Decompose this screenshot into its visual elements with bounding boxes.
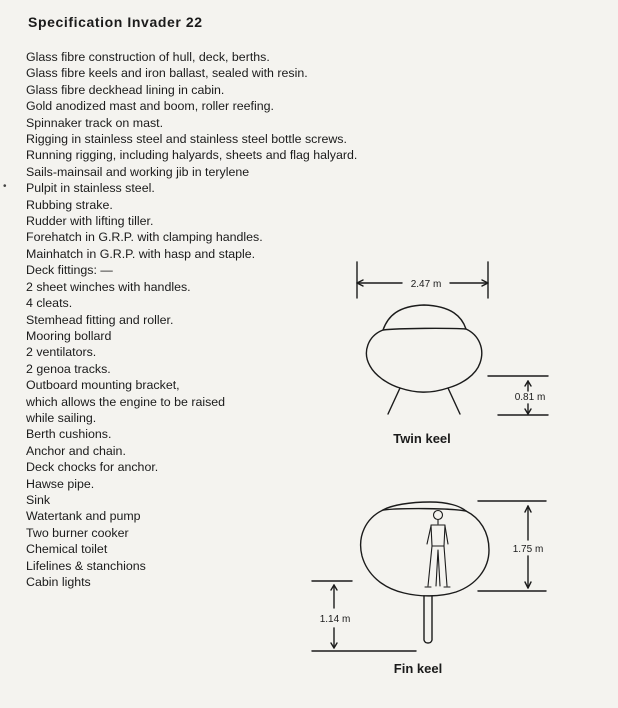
twin-keel-hull — [366, 305, 481, 392]
spec-item: Forehatch in G.R.P. with clamping handles. — [26, 230, 263, 245]
spec-item: Lifelines & stanchions — [26, 558, 146, 573]
spec-item: Deck fittings: — — [26, 263, 113, 278]
fin-keel-fin — [424, 596, 432, 643]
spec-item: 2 ventilators. — [26, 345, 97, 360]
spec-item: Sink — [26, 492, 51, 507]
spec-item: Pulpit in stainless steel. — [26, 181, 155, 196]
twin-draft-label: 0.81 m — [514, 392, 546, 403]
spec-item: Anchor and chain. — [26, 443, 126, 458]
spec-item: 2 sheet winches with handles. — [26, 279, 191, 294]
twin-keel-label: Twin keel — [393, 431, 451, 446]
spec-item: Mooring bollard — [26, 328, 112, 343]
page-title: Specification Invader 22 — [28, 14, 203, 30]
twin-keel-cabin-line — [383, 328, 466, 330]
spec-item: 2 genoa tracks. — [26, 361, 111, 376]
spec-item: Rigging in stainless steel and stainless steel bottle screws. — [26, 132, 347, 147]
spec-item: Deck chocks for anchor. — [26, 460, 159, 475]
person-figure — [425, 511, 450, 588]
fin-keel-diagram — [312, 501, 546, 651]
fin-keel-cabin-line — [383, 509, 466, 511]
spec-item: which allows the engine to be raised — [26, 394, 226, 409]
spec-item: Gold anodized mast and boom, roller reefing. — [26, 99, 274, 114]
spec-item: Rubbing strake. — [26, 197, 113, 212]
spec-item: Spinnaker track on mast. — [26, 115, 164, 130]
spec-item: Rudder with lifting tiller. — [26, 214, 154, 229]
spec-item: Outboard mounting bracket, — [26, 378, 180, 393]
spec-item: Stemhead fitting and roller. — [26, 312, 174, 327]
spec-item: 4 cleats. — [26, 296, 73, 311]
spec-item: Sails-mainsail and working jib in terylene — [26, 164, 250, 179]
fin-draft-label: 1.14 m — [319, 614, 351, 625]
spec-item: Cabin lights — [26, 575, 91, 589]
twin-keel-port-keel — [388, 388, 400, 414]
margin-mark: • — [3, 181, 7, 192]
spec-item: Glass fibre deckhead lining in cabin. — [26, 82, 225, 97]
spec-item: Hawse pipe. — [26, 476, 95, 491]
spec-item: Running rigging, including halyards, sheets and flag halyard. — [26, 148, 358, 163]
spec-item: while sailing. — [26, 410, 97, 425]
spec-item: Watertank and pump — [26, 509, 141, 524]
spec-item: Berth cushions. — [26, 427, 112, 442]
spec-item: Glass fibre keels and iron ballast, sealed with resin. — [26, 66, 308, 81]
headroom-label: 1.75 m — [512, 544, 544, 555]
beam-dimension-label: 2.47 m — [410, 279, 442, 290]
fin-keel-label: Fin keel — [393, 661, 443, 676]
spec-item: Two burner cooker — [26, 525, 129, 540]
spec-item: Glass fibre construction of hull, deck, berths. — [26, 50, 270, 64]
spec-item: Chemical toilet — [26, 542, 108, 557]
spec-item: Mainhatch in G.R.P. with hasp and staple. — [26, 246, 256, 261]
fin-keel-hull — [361, 502, 489, 596]
twin-keel-starboard-keel — [448, 388, 460, 414]
